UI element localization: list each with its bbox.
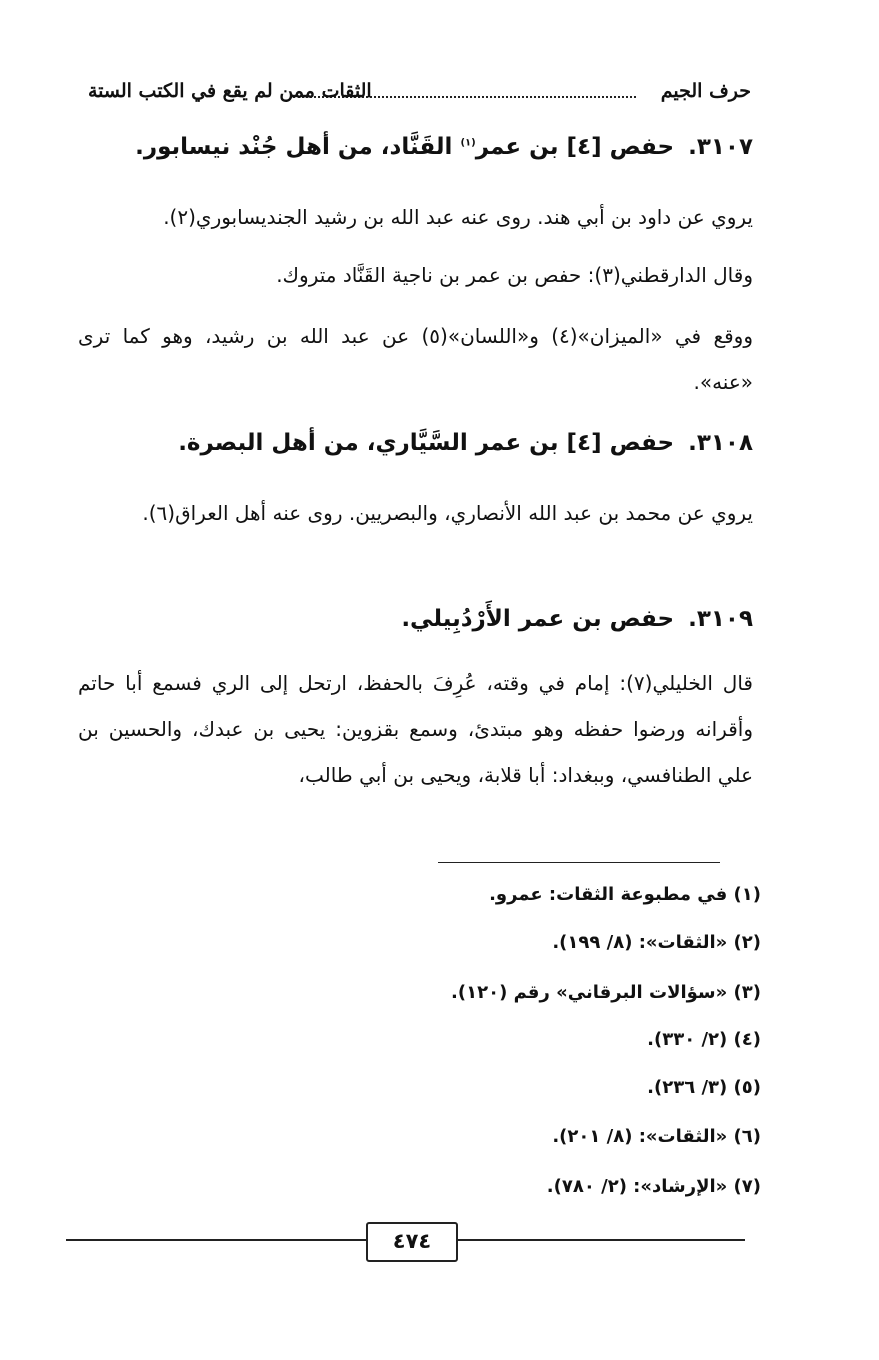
footnote-2: (٢) «الثقات»: (٨/ ١٩٩). xyxy=(552,932,761,953)
footnote-ref: (١) xyxy=(460,137,476,149)
entry-3108-title xyxy=(178,430,753,456)
entry-name: حفص بن عمر الأَرْدُبِيلي. xyxy=(401,606,675,632)
running-header xyxy=(88,72,751,112)
header-chapter: حرف الجيم xyxy=(660,80,751,102)
footnote-6: (٦) «الثقات»: (٨/ ٢٠١). xyxy=(552,1126,761,1147)
entry-number: ٣١٠٨. xyxy=(688,430,753,456)
footnote-3: (٣) «سؤالات البرقاني» رقم (١٢٠). xyxy=(451,982,761,1003)
entry-name: حفص [٤] بن عمر السَّيَّاري، من أهل البصرة. xyxy=(178,430,675,456)
entry-number: ٣١٠٧. xyxy=(688,134,753,160)
entry-name: حفص [٤] بن عمر xyxy=(475,134,675,160)
footnote-4: (٤) (٢/ ٣٣٠). xyxy=(647,1029,761,1050)
header-book-title: الثقات ممن لم يقع في الكتب الستة xyxy=(88,80,372,102)
footnote-separator xyxy=(438,862,720,863)
footer-rule-left xyxy=(66,1239,366,1241)
footer-rule-right xyxy=(455,1239,745,1241)
entry-3109-title xyxy=(401,606,753,632)
entry-name-rest: القَنَّاد، من أهل جُنْد نيسابور. xyxy=(135,134,461,160)
entry-3107-para-1: يروي عن داود بن أبي هند. روى عنه عبد الله بن رشيد الجنديسابوري(٢). xyxy=(163,205,753,229)
entry-3107-para-3: ووقع في «الميزان»(٤) و«اللسان»(٥) عن عبد الله بن رشيد، وهو كما ترى «عنه». xyxy=(78,324,753,394)
page-number: ٤٧٤ xyxy=(366,1222,458,1262)
footnote-7: (٧) «الإرشاد»: (٢/ ٧٨٠). xyxy=(546,1176,761,1197)
footnote-1: (١) في مطبوعة الثقات: عمرو. xyxy=(489,884,761,905)
entry-3107-title xyxy=(135,134,753,160)
entry-3108-para-1: يروي عن محمد بن عبد الله الأنصاري، والبصريين. روى عنه أهل العراق(٦). xyxy=(142,501,753,525)
entry-3109-para-1: قال الخليلي(٧): إمام في وقته، عُرِفَ بالحفظ، ارتحل إلى الري فسمع أبا حاتم وأقرانه ورضوا حفظه وهو مبتدئ، وسمع بقزوين: يحيى بن عبدك، والحسين بن علي الطنافسي، وببغداد: أبا قلابة، ويحيى بن أبي طالب، xyxy=(78,671,753,787)
footnote-5: (٥) (٣/ ٢٣٦). xyxy=(647,1077,761,1098)
entry-3107-para-2: وقال الدارقطني(٣): حفص بن عمر بن ناجية القَنَّاد متروك. xyxy=(276,263,753,287)
entry-number: ٣١٠٩. xyxy=(688,606,753,632)
